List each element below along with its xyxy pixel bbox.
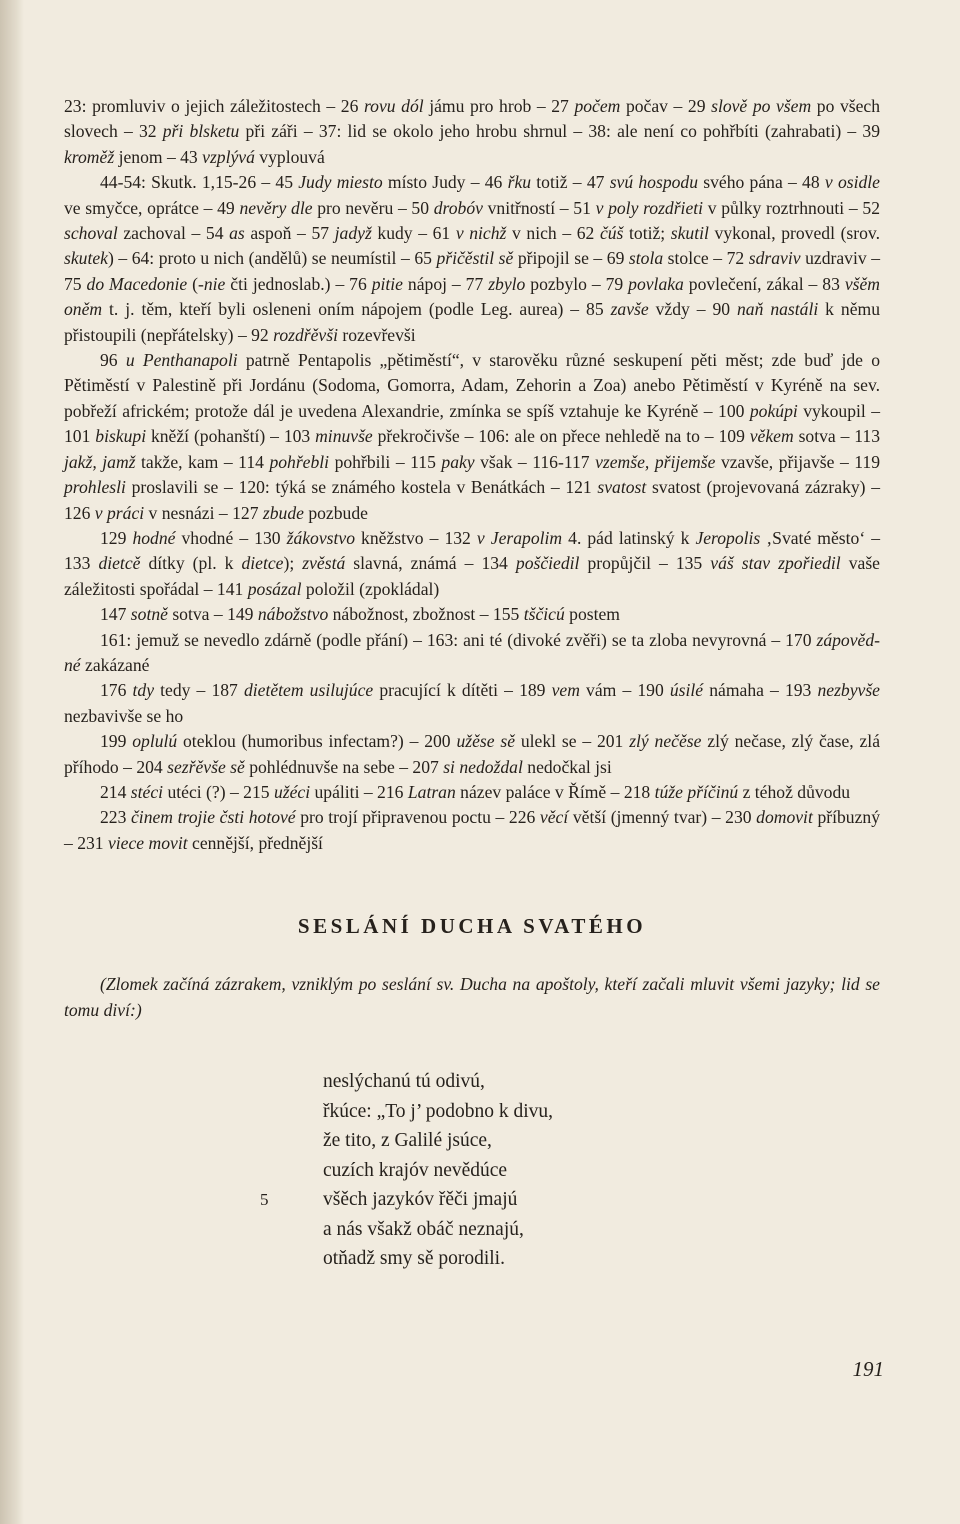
note-paragraph: [64, 780, 880, 805]
lemma-text: skutil: [670, 223, 709, 244]
gloss-text: 161: jemuž se nevedlo zdárně (podle přání) – 163: ani té (divoké zvěři) se ta zloba nevyrovná – 170: [100, 629, 817, 650]
lemma-text: stéci: [130, 781, 164, 802]
note-paragraph: [64, 805, 880, 856]
gloss-text: dítky (pl. k: [140, 553, 242, 574]
gloss-text: takže, kam – 114: [135, 451, 270, 472]
lemma-text: při blsketu: [162, 121, 240, 142]
book-binding-shadow: [0, 0, 24, 1524]
lemma-text: dietcě: [98, 553, 141, 574]
lemma-text: rovu dól: [363, 96, 424, 116]
lemma-text: užěse sě: [456, 731, 516, 752]
lemma-text: jakž, jamž: [64, 451, 136, 472]
lemma-text: pitie: [371, 273, 403, 294]
lemma-text: naň nastáli: [737, 299, 819, 320]
gloss-text: pro trojí připravenou poctu – 226: [295, 807, 540, 828]
verse-text: neslýchanú tú odivú,: [323, 1071, 485, 1092]
gloss-text: patrně Pentapolis „pětiměstí“, v starověku různé seskupení pěti měst; zde buď jde o Pětiměstí v Palestině při Jordánu (Sodoma, Gomorra, Adam, Zehorin a Zoa) anebo Pětiměstí v Kyréně na sev. pobřeží africkém; protože dál je uvedena Alexandrie, zmínka se spíš vztahuje ke Kyréně – 100: [64, 350, 880, 421]
lemma-text: schoval: [64, 223, 118, 244]
verse-text: a nás všakž obáč neznajú,: [323, 1218, 524, 1240]
gloss-text: cennější, přednější: [187, 832, 323, 853]
lemma-text: dietětem usilujúce: [243, 680, 374, 701]
verse-line: [260, 1185, 880, 1215]
lemma-text: nie: [203, 273, 226, 294]
gloss-text: sotva – 113: [793, 426, 880, 447]
verse-line: [323, 1126, 880, 1156]
note-paragraph: [64, 170, 880, 348]
lemma-text: do Macedonie: [86, 273, 188, 294]
lemma-text: slově po všem: [711, 96, 812, 116]
gloss-text: položil (zpokládal): [301, 578, 440, 599]
lemma-text: skutek: [64, 248, 108, 269]
gloss-text: utéci (?) – 215: [163, 781, 274, 802]
gloss-text: aspoň – 57: [244, 223, 335, 244]
gloss-text: svatost (projevovaná zázraky) – 126: [64, 477, 880, 523]
note-paragraph: [64, 94, 880, 170]
lemma-text: sezřěvše sě: [167, 756, 245, 777]
gloss-text: sotva – 149: [167, 604, 258, 625]
lemma-text: sdraviv: [748, 248, 801, 269]
gloss-text: 4. pád latinský k: [562, 527, 696, 548]
gloss-text: (-: [187, 273, 204, 294]
verse-line: [323, 1156, 880, 1186]
gloss-text: počav – 29: [620, 96, 712, 116]
gloss-text: zlý nečase, zlý čase, zlá příhodo – 204: [64, 731, 881, 777]
lemma-text: váš stav zpořiedil: [710, 553, 841, 574]
gloss-text: proslavili se – 120: týká se známého kostela v Benátkách – 121: [125, 477, 598, 498]
lemma-text: počem: [574, 96, 621, 116]
gloss-text: vykonal, provedl (srov.: [708, 223, 880, 244]
lemma-text: svatost: [597, 477, 647, 498]
gloss-text: rozevřevši: [337, 324, 416, 345]
lemma-text: přičěstil sě: [436, 248, 514, 269]
lemma-text: túže příčinú: [654, 781, 739, 802]
gloss-text: 96: [100, 350, 126, 371]
lemma-text: si nedoždal: [443, 756, 523, 777]
gloss-text: );: [283, 553, 303, 574]
verse-text: řkúce: „To j’ podobno k divu,: [323, 1100, 554, 1122]
note-paragraph: [64, 348, 880, 526]
gloss-text: tedy – 187: [154, 680, 244, 701]
gloss-text: propůjčil – 135: [579, 553, 711, 574]
verse-line: [323, 1067, 880, 1097]
lemma-text: v Jerapolim: [476, 527, 563, 548]
gloss-text: vám – 190: [579, 680, 670, 701]
lemma-text: zápovědné: [64, 629, 880, 675]
gloss-text: příbuzný – 231: [64, 807, 880, 853]
gloss-text: 176: [100, 680, 133, 701]
lemma-text: kroměž: [64, 146, 115, 167]
gloss-text: čti jednoslab.) – 76: [225, 273, 372, 294]
lemma-text: poščiedil: [515, 553, 580, 574]
section-title: SESLÁNÍ DUCHA SVATÉHO: [297, 914, 647, 939]
lemma-text: jadyž: [334, 223, 372, 244]
lemma-text: zbylo: [488, 273, 526, 294]
gloss-text: připojil se – 69: [513, 248, 629, 269]
gloss-text: vyplouvá: [254, 146, 325, 167]
gloss-text: vykoupil – 101: [64, 400, 880, 447]
gloss-text: pracující k dítěti – 189: [373, 680, 552, 701]
gloss-text: pohřbili – 115: [329, 451, 442, 472]
gloss-text: vždy – 90: [648, 299, 737, 320]
lemma-text: zavše: [610, 299, 649, 320]
gloss-text: uzdraviv – 75: [64, 248, 880, 294]
lemma-text: hodné: [132, 527, 176, 548]
lemma-text: vzemše, přijemše: [595, 451, 716, 472]
gloss-text: totiž;: [623, 223, 671, 244]
gloss-text: vhodné – 130: [175, 527, 287, 548]
lemma-text: v nichž: [455, 223, 507, 244]
verse-text: otňadž smy sě porodili.: [323, 1248, 505, 1269]
lemma-text: pohřebli: [269, 451, 330, 472]
verse-text: všěch jazykóv řěči jmajú: [323, 1189, 518, 1210]
gloss-text: překročivše – 106: ale on přece nehledě na to – 109: [372, 426, 750, 447]
gloss-text: větší (jmenný tvar) – 230: [568, 807, 757, 828]
lemma-text: as: [229, 223, 245, 244]
gloss-text: postem: [564, 604, 620, 625]
gloss-text: zachoval – 54: [117, 223, 230, 244]
lemma-text: Judy miesto: [298, 172, 383, 193]
lemma-text: paky: [441, 451, 475, 472]
gloss-text: nedočkal jsi: [522, 756, 612, 777]
gloss-text: kněžstvo – 132: [355, 527, 477, 548]
lemma-text: prohlesli: [64, 477, 126, 498]
note-paragraph: [64, 602, 880, 627]
lemma-text: v poly rozdřieti: [595, 197, 704, 218]
gloss-text: nápoj – 77: [402, 273, 489, 294]
intro-note: (Zlomek začíná zázrakem, vzniklým po seslání sv. Ducha na apoštoly, kteří začali mluvit všemi jazyky; lid se tomu diví:): [64, 974, 880, 1020]
gloss-text: po všech slovech – 32: [64, 96, 881, 142]
lemma-text: řku: [507, 172, 532, 193]
note-paragraph: [64, 628, 880, 679]
gloss-text: ulekl se – 201: [515, 731, 630, 752]
gloss-text: pro nevěru – 50: [312, 197, 434, 218]
note-paragraph: [64, 678, 880, 729]
lemma-text: svú hospodu: [609, 172, 699, 193]
book-page: [64, 94, 880, 1274]
lemma-text: viece movit: [107, 832, 188, 853]
lemma-text: pokúpi: [749, 400, 798, 421]
note-paragraph: [64, 526, 880, 602]
verse-number: 5: [260, 1190, 269, 1209]
lemma-text: v osidle: [824, 172, 880, 193]
lemma-text: drobóv: [433, 197, 483, 218]
gloss-text: 223: [100, 807, 131, 828]
gloss-text: z téhož důvodu: [738, 781, 851, 802]
gloss-text: název paláce v Římě – 218: [455, 781, 655, 802]
gloss-text: vzavše, přijavše – 119: [715, 451, 880, 472]
gloss-text: v půlky roztrhnouti – 52: [703, 197, 880, 218]
gloss-text: místo Judy – 46: [382, 172, 508, 193]
gloss-text: zakázané: [80, 654, 150, 675]
lemma-text: užéci: [273, 781, 311, 802]
gloss-text: kudy – 61: [371, 223, 456, 244]
gloss-text: ‚Svaté město‘ – 133: [64, 527, 881, 574]
gloss-text: 147: [100, 604, 131, 625]
lemma-text: úsilé: [669, 680, 704, 701]
lemma-text: zbude: [262, 502, 304, 523]
gloss-text: t. j. těm, kteří byli osleneni oním nápojem (podle Leg. aurea) – 85: [102, 299, 611, 320]
lemma-text: posázal: [247, 578, 302, 599]
gloss-text: svého pána – 48: [698, 172, 825, 193]
lemma-text: oplulú: [132, 731, 178, 752]
gloss-text: pohlédnuvše na sebe – 207: [244, 756, 444, 777]
lemma-text: žákovstvo: [286, 527, 355, 548]
lemma-text: dietce: [241, 553, 284, 574]
gloss-text: 214: [100, 781, 131, 802]
gloss-text: totiž – 47: [531, 172, 610, 193]
lemma-text: věcí: [539, 807, 569, 828]
gloss-text: stolce – 72: [663, 248, 749, 269]
verse-text: cuzích krajóv nevědúce: [323, 1159, 508, 1181]
gloss-text: v nich – 62: [506, 223, 600, 244]
gloss-text: 44-54: Skutk. 1,15-26 – 45: [100, 172, 299, 193]
gloss-text: 23: promluviv o jejich záležitostech – 26: [64, 96, 364, 116]
lemma-text: domovit: [756, 807, 813, 828]
gloss-text: ve smyčce, oprátce – 49: [64, 197, 240, 218]
lemma-text: v práci: [94, 502, 145, 523]
gloss-text: 199: [100, 731, 133, 752]
lemma-text: věkem: [749, 426, 794, 447]
lemma-text: rozdřěvši: [273, 324, 338, 345]
lemma-text: nezbyvše: [817, 680, 880, 701]
lemma-text: nábožstvo: [257, 604, 329, 625]
lemma-text: minuvše: [315, 426, 373, 447]
verse-line: [323, 1215, 880, 1245]
lemma-text: sotně: [130, 604, 168, 625]
gloss-text: vnitřností – 51: [482, 197, 596, 218]
lemma-text: tščicú: [523, 604, 565, 625]
lemma-text: čúš: [599, 223, 624, 244]
gloss-text: 129: [100, 527, 133, 548]
gloss-text: námaha – 193: [703, 680, 818, 701]
poem: [64, 1067, 880, 1274]
gloss-text: k němu přistoupili (nepřátelsky) – 92: [64, 299, 880, 345]
note-paragraph: [64, 729, 880, 780]
lemma-text: všěm oněm: [64, 273, 880, 320]
gloss-text: ) – 64: proto u nich (andělů) se neumístil – 65: [107, 248, 437, 269]
gloss-text: kněží (pohanští) – 103: [146, 426, 316, 447]
commentary-notes: [64, 94, 880, 856]
lemma-text: zlý nečěse: [629, 731, 702, 752]
page-number: 191: [852, 1357, 884, 1381]
lemma-text: vzplývá: [202, 146, 255, 167]
verse-line: [323, 1097, 880, 1127]
verse-line: [323, 1244, 880, 1274]
gloss-text: v nesnázi – 127: [144, 502, 263, 523]
gloss-text: oteklou (humoribus infectam?) – 200: [177, 731, 457, 752]
gloss-text: povlečení, zákal – 83: [683, 273, 845, 294]
gloss-text: jenom – 43: [114, 146, 203, 167]
gloss-text: pozbylo – 79: [525, 273, 629, 294]
gloss-text: slavná, známá – 134: [345, 553, 516, 574]
lemma-text: vem: [551, 680, 580, 701]
verse-text: že tito, z Galilé jsúce,: [323, 1130, 492, 1151]
lemma-text: zvěstá: [302, 553, 346, 574]
gloss-text: nábožnost, zbožnost – 155: [328, 604, 524, 625]
lemma-text: stola: [628, 248, 664, 269]
lemma-text: nevěry dle: [239, 197, 313, 218]
gloss-text: však – 116-117: [474, 451, 596, 472]
lemma-text: Latran: [407, 781, 456, 802]
lemma-text: tdy: [132, 680, 155, 701]
gloss-text: jámu pro hrob – 27: [423, 96, 575, 116]
gloss-text: pozbude: [303, 502, 368, 523]
lemma-text: Jeropolis: [695, 527, 761, 548]
lemma-text: u Penthanapoli: [125, 350, 238, 371]
gloss-text: nezbavivše se ho: [64, 705, 184, 726]
lemma-text: povlaka: [628, 273, 684, 294]
lemma-text: činem trojie čsti hotové: [131, 807, 296, 828]
gloss-text: vaše záležitosti spořádal – 141: [64, 553, 880, 599]
lemma-text: biskupi: [95, 426, 147, 447]
gloss-text: upáliti – 216: [310, 781, 408, 802]
gloss-text: při záři – 37: lid se okolo jeho hrobu shrnul – 38: ale není co pohřbíti (zahrabati) – 39: [239, 121, 880, 142]
